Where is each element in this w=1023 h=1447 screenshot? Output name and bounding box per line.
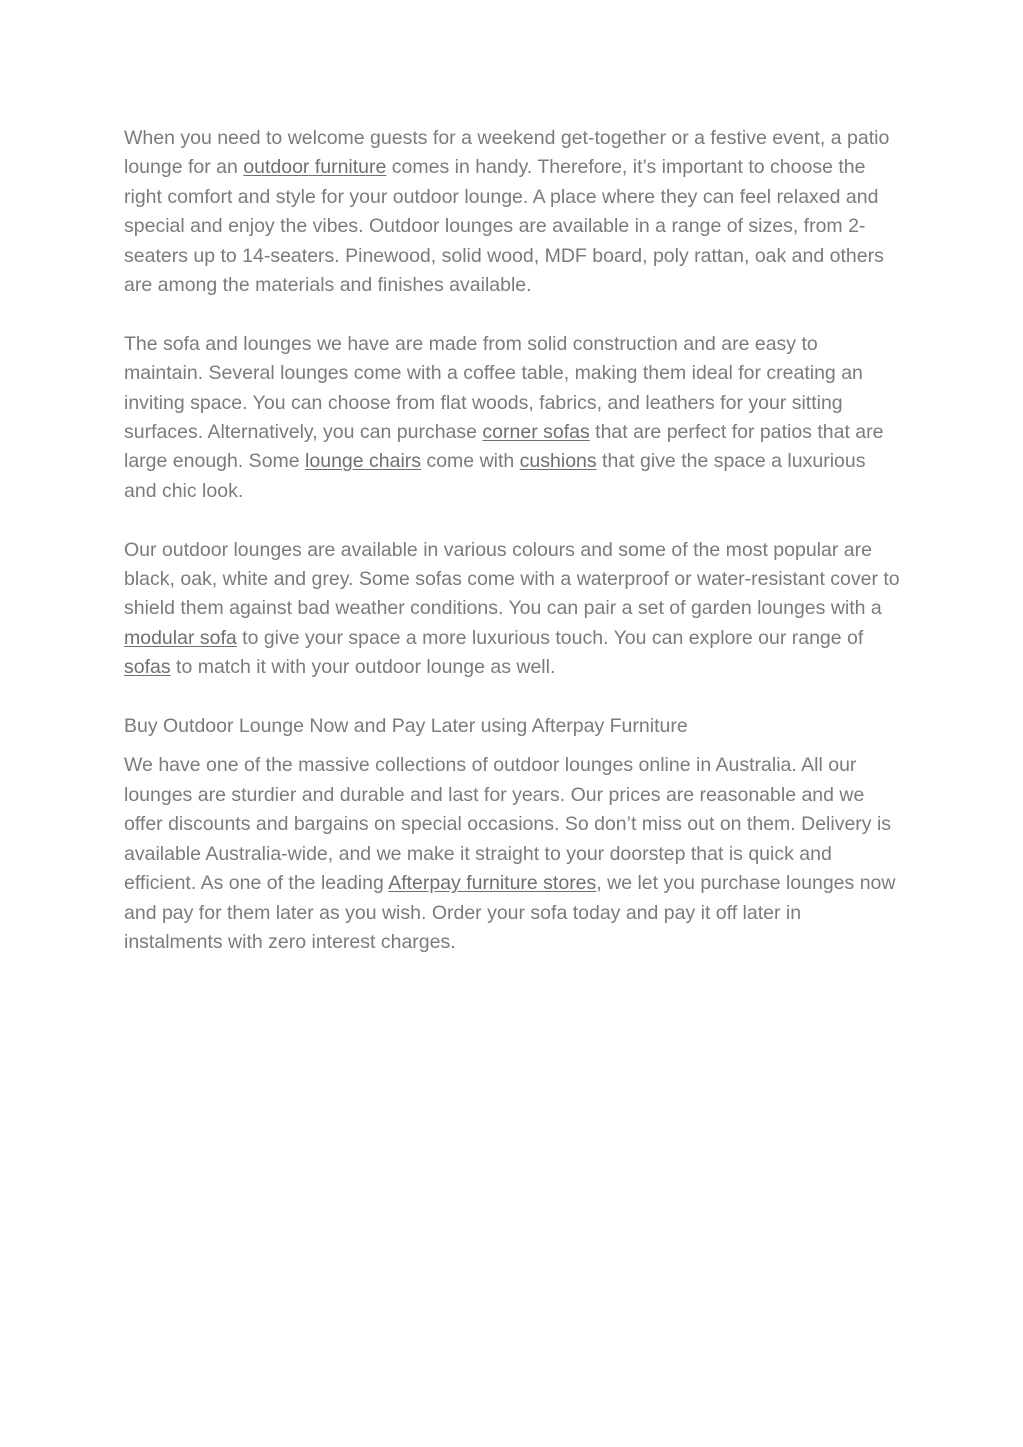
link-sofas[interactable]: sofas: [124, 656, 171, 679]
paragraph-text: The sofa and lounges we have are made from solid construction and are easy to maintain. Several lounges come with a coffee table, making them ideal for creating an inviting space. You can choose from flat woods, fabrics, and leathers for your sitting surfaces. Alternatively, you can purchase: [124, 332, 863, 444]
link-cushions[interactable]: cushions: [519, 450, 597, 473]
link-afterpay-furniture-stores[interactable]: Afterpay furniture stores: [388, 872, 597, 895]
section-heading: Buy Outdoor Lounge Now and Pay Later using Afterpay Furniture: [124, 715, 688, 738]
paragraph-text: Our outdoor lounges are available in various colours and some of the most popular are black, oak, white and grey. Some sofas come with a waterproof or water-resistant cover to shield them against bad weather conditions. You can pair a set of garden lounges with a: [124, 538, 900, 620]
link-lounge-chairs[interactable]: lounge chairs: [305, 450, 422, 473]
paragraph-text: come with: [421, 450, 520, 473]
paragraph-outdoor-lounge-intro: [124, 124, 902, 300]
link-corner-sofas[interactable]: corner sofas: [482, 421, 590, 444]
paragraph-text: to give your space a more luxurious touch. You can explore our range of: [236, 626, 864, 649]
paragraph-text: comes in handy. Therefore, it’s important to choose the right comfort and style for your outdoor lounge. A place where they can feel relaxed and special and enjoy the vibes. Outdoor lounges are available in a range of sizes, from 2-seaters up to 14-seaters. Pinewood, solid wood, MDF board, poly rattan, oak and others are among the materials and finishes available.: [124, 156, 884, 297]
paragraph-afterpay: [124, 751, 902, 957]
link-modular-sofa[interactable]: modular sofa: [124, 626, 237, 649]
paragraph-text: that are perfect for patios that are large enough. Some: [124, 421, 884, 473]
paragraph-text: We have one of the massive collections of outdoor lounges online in Australia. All our lounges are sturdier and durable and last for years. Our prices are reasonable and we offer discounts and bargains on special occasions. So don’t miss out on them. Delivery is available Australia-wide, and we make it straight to your doorstep that is quick and efficient. As one of the leading: [124, 754, 892, 895]
paragraph-text: to match it with your outdoor lounge as well.: [170, 656, 556, 679]
link-outdoor-furniture[interactable]: outdoor furniture: [243, 156, 387, 179]
paragraph-text: that give the space a luxurious and chic look.: [124, 450, 866, 502]
paragraph-sofa-and-lounges: [124, 330, 902, 506]
paragraph-text: When you need to welcome guests for a weekend get-together or a festive event, a patio lounge for an: [124, 127, 890, 179]
document-body: [124, 124, 902, 957]
paragraph-colours: [124, 536, 902, 683]
paragraph-text: , we let you purchase lounges now and pay for them later as you wish. Order your sofa today and pay it off later in instalments with zero interest charges.: [124, 872, 896, 953]
